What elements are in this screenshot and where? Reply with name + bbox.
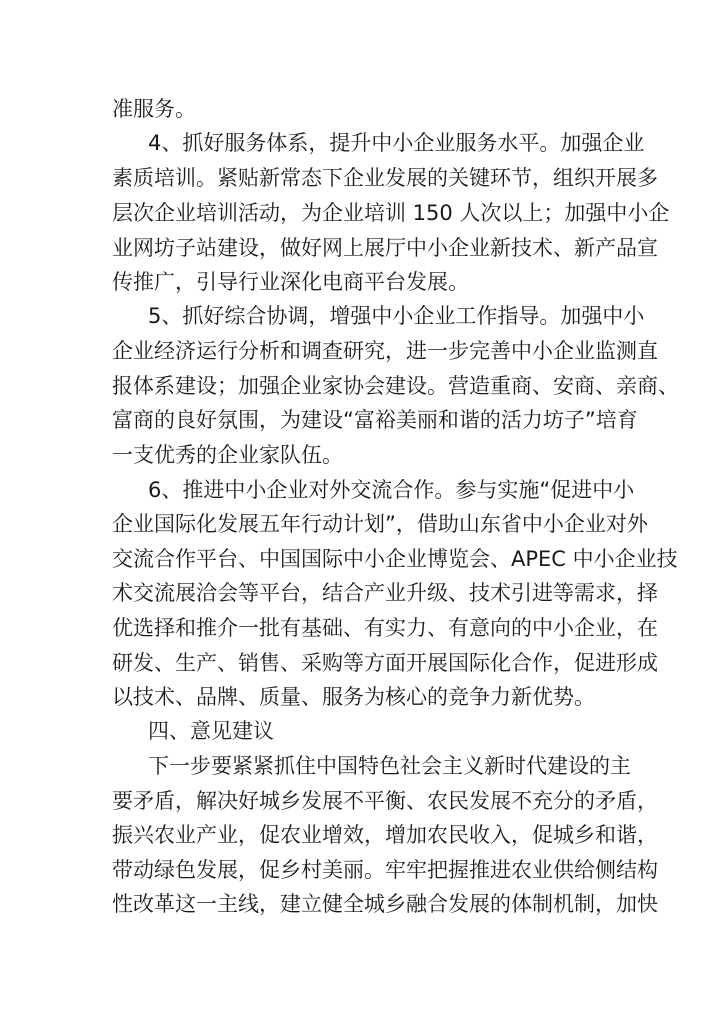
text-line: 层次企业培训活动，为企业培训 150 人次以上；加强中小企 <box>112 201 670 225</box>
text-line: 振兴农业产业，促农业增效，增加农民收入，促城乡和谐， <box>112 823 658 847</box>
text-line: 性改革这一主线，建立健全城乡融合发展的体制机制，加快 <box>112 892 658 916</box>
text-line: 交流合作平台、中国国际中小企业博览会、APEC 中小企业技 <box>112 547 678 571</box>
text-line: 带动绿色发展，促乡村美丽。牢牢把握推进农业供给侧结构 <box>112 858 658 882</box>
text-line: 要矛盾，解决好城乡发展不平衡、农民发展不充分的矛盾， <box>112 789 658 813</box>
text-line: 企业经济运行分析和调查研究，进一步完善中小企业监测直 <box>112 339 658 363</box>
text-line: 准服务。 <box>112 97 196 121</box>
text-line: 企业国际化发展五年行动计划”，借助山东省中小企业对外 <box>112 512 648 536</box>
text-line: 素质培训。紧贴新常态下企业发展的关键环节，组织开展多 <box>112 166 658 190</box>
section-heading: 四、意见建议 <box>148 719 274 743</box>
text-line: 传推广，引导行业深化电商平台发展。 <box>112 270 469 294</box>
text-line: 富商的良好氛围，为建设“富裕美丽和谐的活力坊子”培育 <box>112 408 638 432</box>
text-line: 以技术、品牌、质量、服务为核心的竞争力新优势。 <box>112 685 595 709</box>
text-line: 术交流展洽会等平台，结合产业升级、技术引进等需求，择 <box>112 581 658 605</box>
text-line: 优选择和推介一批有基础、有实力、有意向的中小企业，在 <box>112 616 658 640</box>
text-line: 下一步要紧紧抓住中国特色社会主义新时代建设的主 <box>148 754 631 778</box>
text-line: 报体系建设；加强企业家协会建设。营造重商、安商、亲商、 <box>112 374 679 398</box>
text-line: 5、抓好综合协调，增强中小企业工作指导。加强中小 <box>148 304 645 328</box>
text-line: 6、推进中小企业对外交流合作。参与实施“促进中小 <box>148 478 635 502</box>
text-line: 研发、生产、销售、采购等方面开展国际化合作，促进形成 <box>112 651 658 675</box>
text-line: 业网坊子站建设，做好网上展厅中小企业新技术、新产品宣 <box>112 236 658 260</box>
text-line: 4、抓好服务体系，提升中小企业服务水平。加强企业 <box>148 131 645 155</box>
text-line: 一支优秀的企业家队伍。 <box>112 443 343 467</box>
